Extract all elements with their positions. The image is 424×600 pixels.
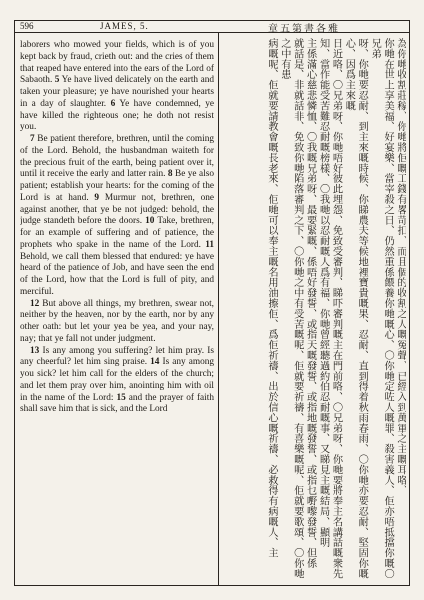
verse-number: 7 bbox=[30, 134, 35, 144]
verse-text: laborers who mowed your fields, which is of you kept back by fraud, crieth out: and the cries of them that reaped have entered into the ears of the Lord of Sabaoth. 5 Ye have lived delicately on the earth and taken your pleasure; ye have nourished your hearts in a day of slaughter. 6 Ye have condemned, ye have killed the righteous one; he doth not resist you. bbox=[20, 40, 214, 133]
verse-number: 6 bbox=[110, 98, 116, 109]
verse-number: 8 bbox=[167, 169, 173, 180]
verse-number: 9 bbox=[94, 192, 100, 203]
verse-number: 11 bbox=[205, 239, 214, 250]
running-head: JAMES, 5. bbox=[100, 21, 149, 31]
page-number: 596 bbox=[20, 21, 34, 31]
chinese-line: 病嘅呢、佢就要請教會嘅長老來、佢哋可以奉主嘅名用油擦佢、爲佢祈禱、出於信心嘅祈禱、必救得有病嘅人、主 bbox=[265, 38, 277, 558]
verse-number: 14 bbox=[150, 357, 160, 368]
verse-number: 15 bbox=[116, 392, 126, 403]
verse-text: 12 But above all things, my brethren, swear not, neither by the heaven, nor by the earth, nor by any other oath: but let your yea be yea, and your nay, nay; that ye fall not under judgment. bbox=[20, 298, 214, 344]
chinese-line: 知、當作能受苦難忍耐嘅榜樣、〇我哋以忍耐嘅人爲有福、你哋曾經聽過約伯忍耐嘅事、又睇見主嘅結局、顯明 bbox=[317, 38, 329, 548]
chinese-line: 主係滿心慈悲憐恤、〇我嘅兄弟呀、最要緊嘅、係唔好發誓、或指天嘅發誓、或指地嘅發誓、或指乜嘢嚟發誓、但係 bbox=[304, 38, 316, 569]
verse-number: 13 bbox=[30, 345, 40, 356]
verse-text: 13 Is any among you suffering? let him pray. Is any cheerful? let him sing praise. 14 Is any among you sick? let him call for the elders of the church; and let them pray over him, anointing him with oil in the name of the Lord: 15 and the prayer of faith shall save him that is sick, and the Lord bbox=[20, 345, 214, 415]
column-divider bbox=[218, 32, 219, 586]
chinese-line: 日近咯、〇兄弟呀、你哋唔好彼此埋怨、免致受審判、睇吓審判嘅主在門前咯、〇兄弟呀、你哋要將奉主名講話嘅衆先 bbox=[330, 38, 342, 579]
chinese-column bbox=[223, 38, 406, 582]
chinese-line: 呀、你哋要忍耐、到主來嘅時候、你睇農夫等候地裡寶貴嘅果、忍耐、直到得着秋雨春雨、〇你哋亦要忍耐、堅固你嘅心、因爲主來嘅 bbox=[343, 38, 368, 579]
chinese-line: 就話是、非就話非、免致你哋陷落審判之下、〇你哋之中有受苦嘅呢、佢就要祈禱、有喜樂嘅呢、佢就要歌頌、〇你哋之中有患 bbox=[278, 38, 303, 579]
verse-text: 7 Be patient therefore, brethren, until the coming of the Lord. Behold, the husbandman waiteth for the precious fruit of the earth, being patient over it, until it receive the early and latter rain. 8 Be ye also patient; establish your hearts: for the coming of the Lord is at hand. 9 Murmur not, brethren, one against another, that ye be not judged: behold, the judge standeth before the doors. 10 Take, brethren, for an example of suffering and of patience, the prophets who spake in the name of the Lord. 11 Behold, we call them blessed that endured: ye have heard of the patience of Job, and have seen the end of the Lord, how that the Lord is full of pity, and merciful. bbox=[20, 134, 214, 297]
chinese-line: 你哋在世上享美福、好宴樂、當宰殺之日、仍然重係餵養你哋嘅心、〇你哋定咗人嘅罪、殺害義人、佢亦唔抵擋你嘅〇兄弟 bbox=[369, 38, 394, 579]
verse-number: 12 bbox=[30, 298, 40, 309]
english-column bbox=[20, 40, 214, 585]
verse-number: 10 bbox=[145, 216, 155, 227]
chinese-line: 為你哋收割莊稼、你哋將佢嘅工錢有畧苛扣、而且個的收割之人嘅冤聲、已經入到萬軍之主嘅耳咯、 bbox=[395, 38, 406, 496]
chinese-running-head: 章五第書各雅 bbox=[268, 24, 340, 35]
header-rule bbox=[14, 32, 410, 33]
verse-number: 5 bbox=[54, 75, 60, 86]
